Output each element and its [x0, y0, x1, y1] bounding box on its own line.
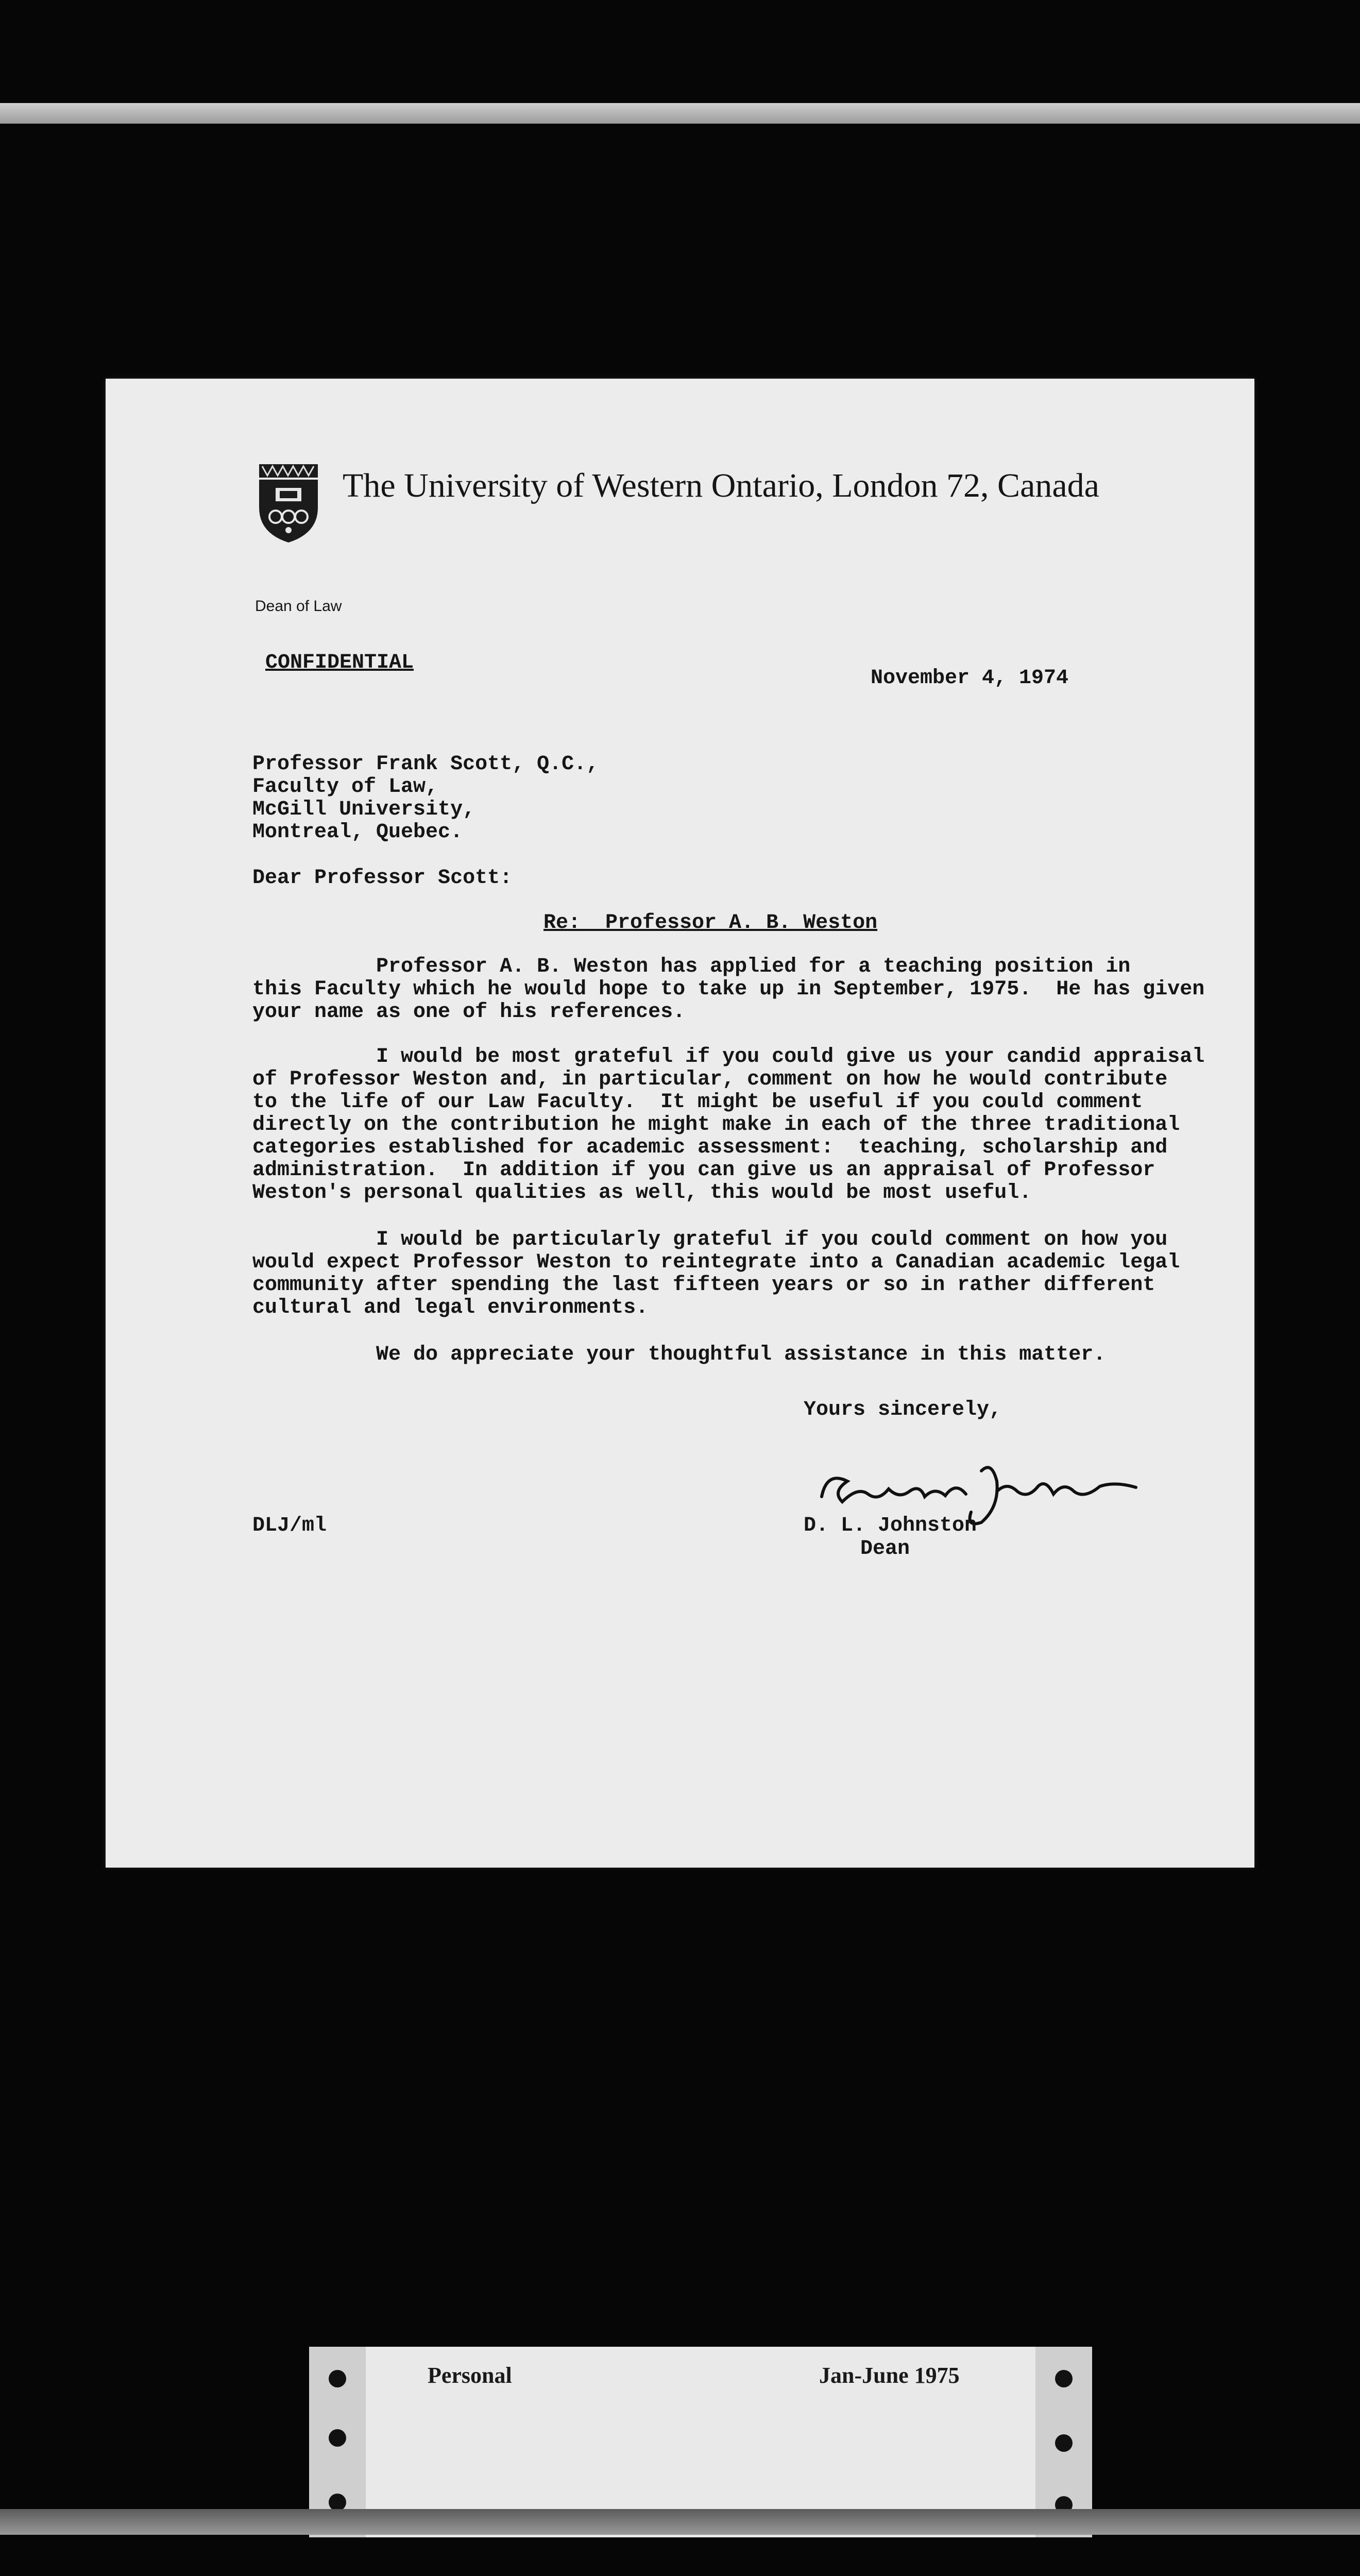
university-name: The University of Western Ontario, London 72, Canada: [343, 467, 1099, 504]
body-line: I would be particularly grateful if you could comment on how you: [252, 1228, 1168, 1251]
typist-initials: DLJ/ml: [252, 1514, 327, 1537]
body-line: Weston's personal qualities as well, this would be most useful.: [252, 1181, 1032, 1205]
address-line: Montreal, Quebec.: [252, 821, 463, 844]
closing: Yours sincerely,: [804, 1398, 1002, 1421]
body-line: of Professor Weston and, in particular, comment on how he would contribute: [252, 1068, 1168, 1091]
address-line: Professor Frank Scott, Q.C.,: [252, 753, 599, 776]
salutation: Dear Professor Scott:: [252, 867, 513, 890]
body-line: this Faculty which he would hope to take up in September, 1975. He has given: [252, 978, 1205, 1001]
punch-hole-icon: [1055, 2370, 1073, 2387]
body-paragraph: [252, 956, 1204, 1024]
body-line: I would be most grateful if you could give us your candid appraisal: [252, 1045, 1205, 1069]
confidential-label: CONFIDENTIAL: [265, 651, 414, 674]
film-edge-strip: [0, 103, 1360, 124]
folder-label-right: Jan-June 1975: [819, 2363, 960, 2388]
body-paragraph: [252, 1046, 1204, 1205]
signer-title: Dean: [860, 1537, 910, 1561]
letter-date: November 4, 1974: [871, 667, 1069, 690]
subject-line: Re: Professor A. B. Weston: [543, 911, 878, 935]
punch-hole-icon: [329, 2494, 346, 2511]
address-line: McGill University,: [252, 798, 475, 821]
film-edge-strip-bottom: [0, 2509, 1360, 2535]
body-line: your name as one of his references.: [252, 1001, 686, 1024]
university-crest-icon: [255, 461, 322, 544]
punch-hole-icon: [1055, 2434, 1073, 2452]
body-paragraph: [252, 1344, 1106, 1366]
letter-page: [106, 379, 1254, 1868]
body-line: Professor A. B. Weston has applied for a teaching position in: [252, 955, 1131, 978]
body-line: to the life of our Law Faculty. It might be useful if you could comment: [252, 1091, 1143, 1114]
body-line: would expect Professor Weston to reintegrate into a Canadian academic legal: [252, 1251, 1180, 1274]
punch-hole-icon: [329, 2429, 346, 2447]
body-line: We do appreciate your thoughtful assistance in this matter.: [252, 1343, 1106, 1366]
punch-hole-icon: [329, 2370, 346, 2387]
signer-name: D. L. Johnston: [804, 1514, 977, 1537]
department-label: Dean of Law: [255, 598, 342, 615]
body-line: categories established for academic assessment: teaching, scholarship and: [252, 1136, 1168, 1159]
letterhead: [255, 461, 1234, 544]
body-line: cultural and legal environments.: [252, 1296, 649, 1319]
body-paragraph: [252, 1229, 1180, 1319]
recipient-address: [252, 753, 599, 844]
body-line: community after spending the last fifteen years or so in rather different: [252, 1274, 1155, 1297]
address-line: Faculty of Law,: [252, 775, 438, 799]
body-line: administration. In addition if you can give us an appraisal of Professor: [252, 1159, 1155, 1182]
body-line: directly on the contribution he might make in each of the three traditional: [252, 1113, 1180, 1137]
folder-label-left: Personal: [428, 2363, 512, 2388]
